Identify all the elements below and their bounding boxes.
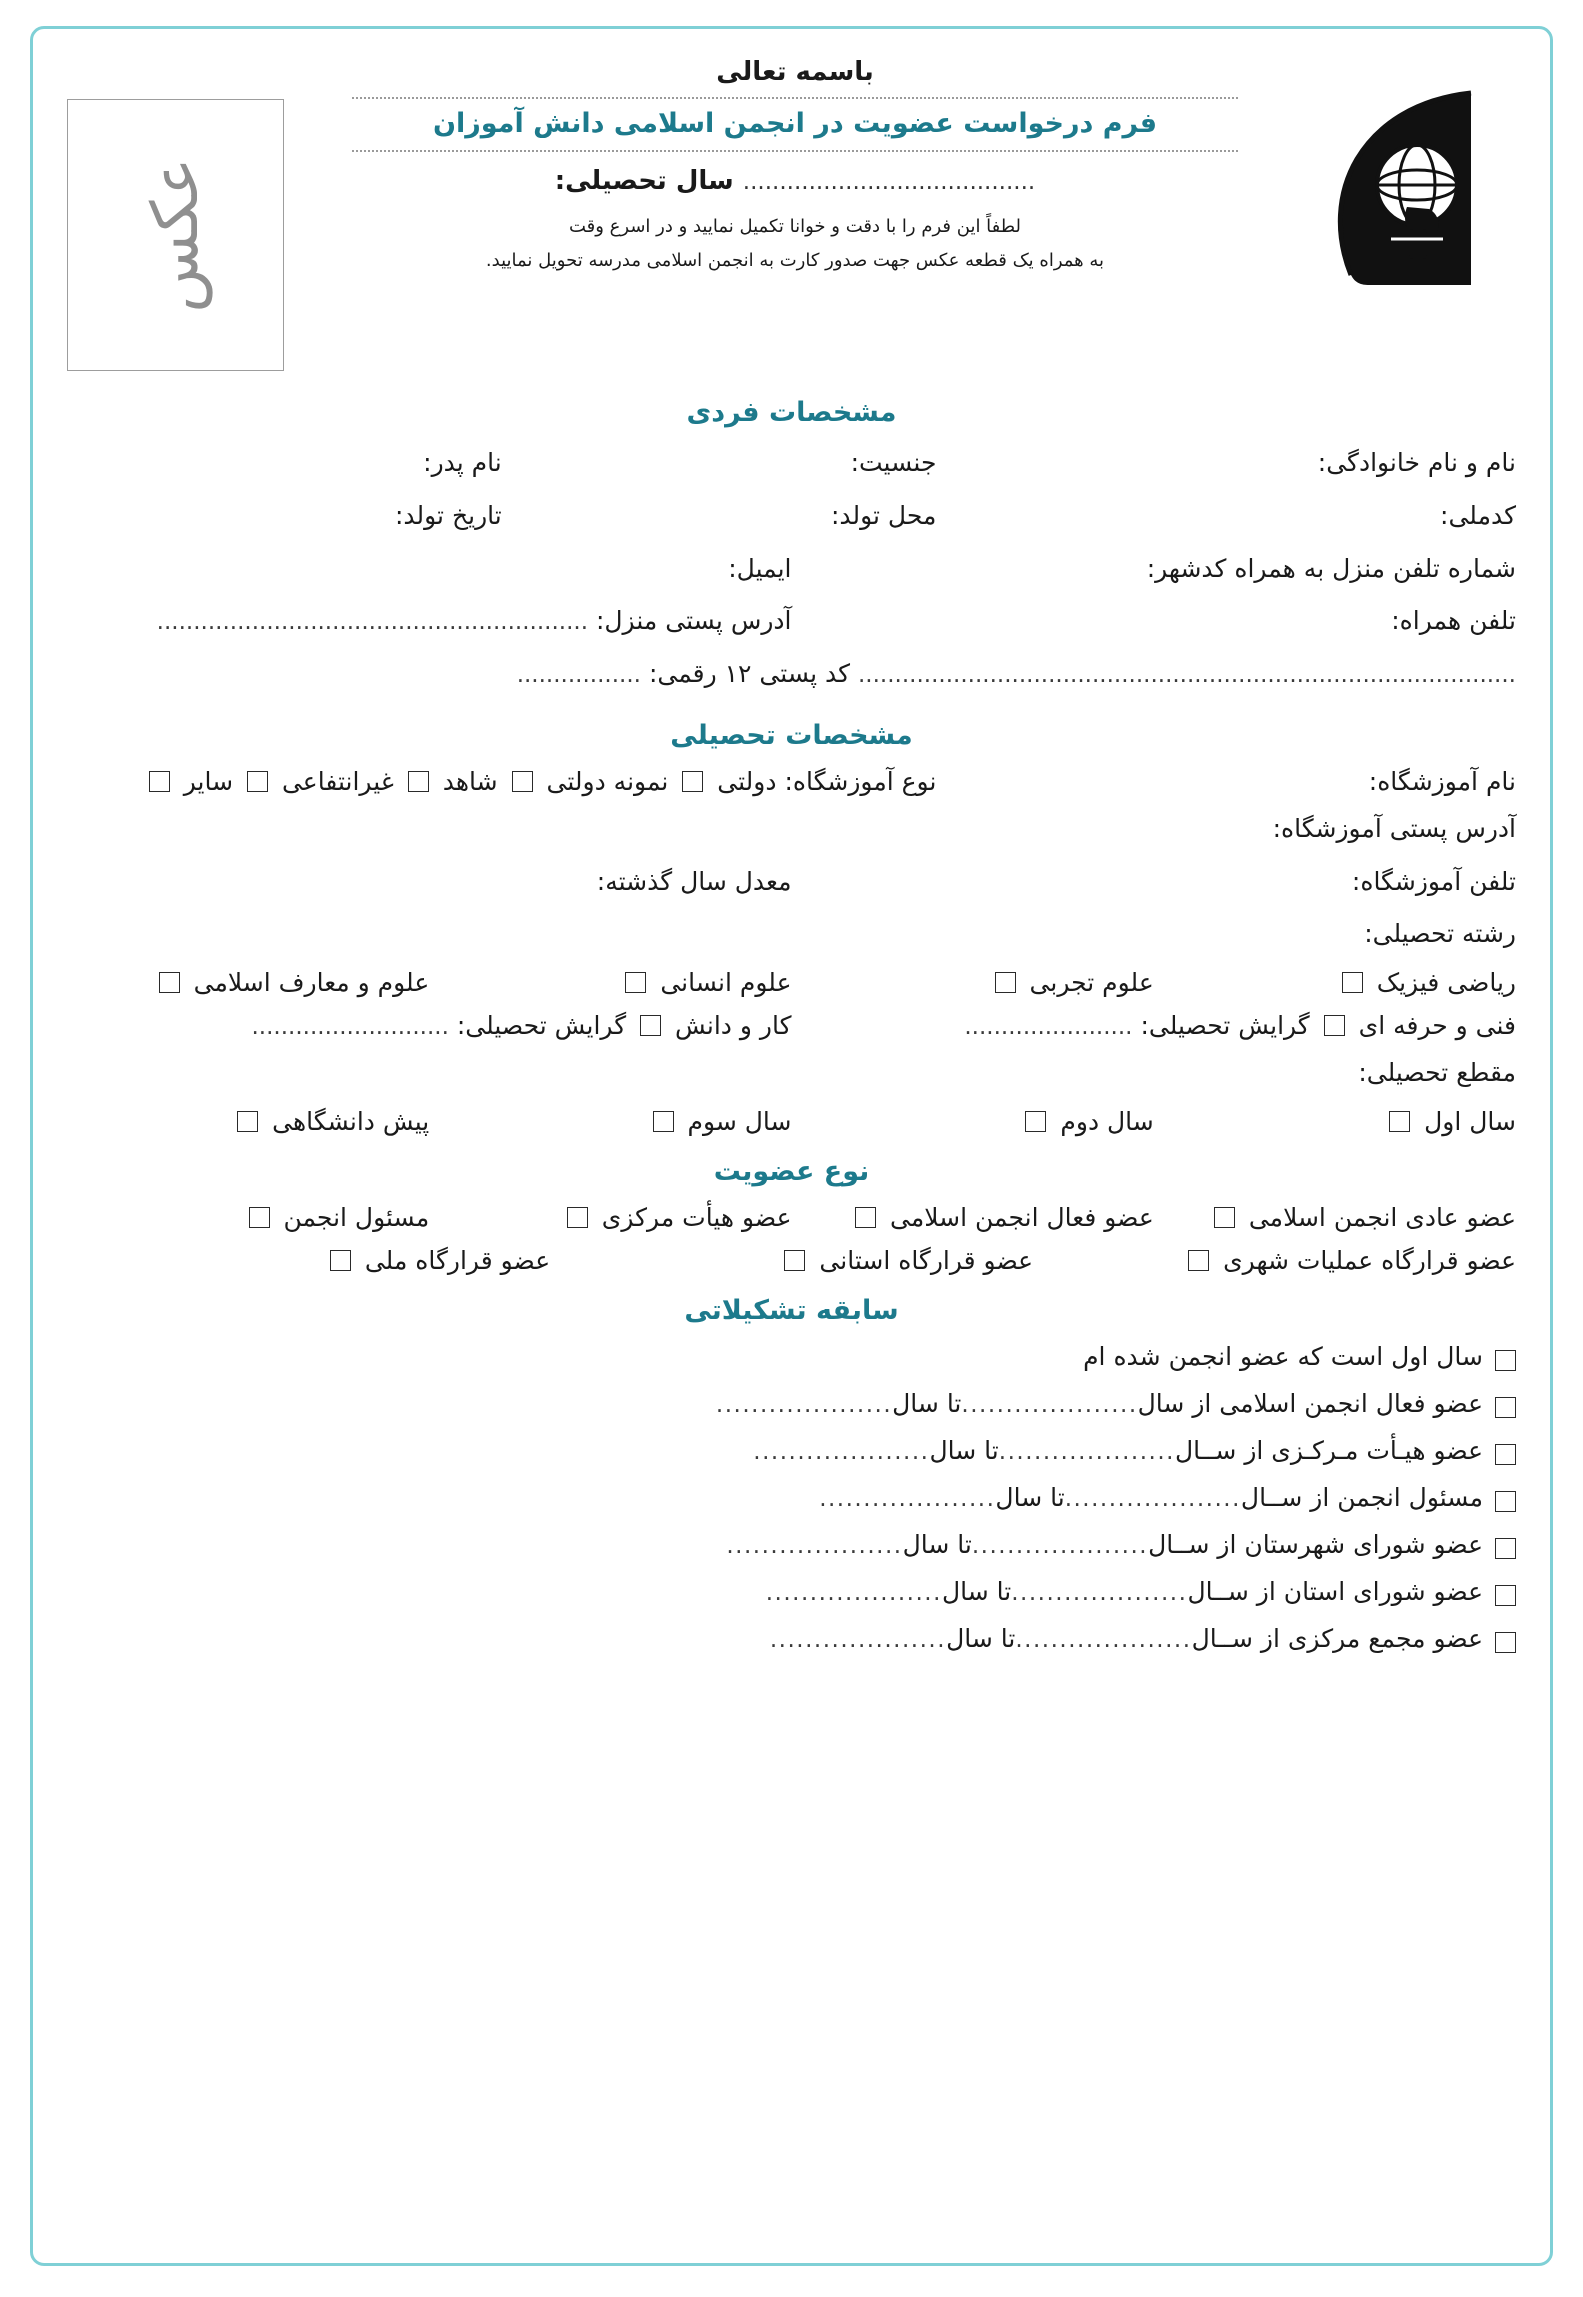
- field-school-address[interactable]: آدرس پستی آموزشگاه:: [1272, 813, 1516, 843]
- row-name-gender-father: [67, 444, 1516, 483]
- option-active-member-label: عضو فعال انجمن اسلامی: [890, 1202, 1154, 1232]
- option-math-physics-checkbox[interactable]: [1342, 972, 1363, 993]
- postal-code-label: کد پستی ۱۲ رقمی:: [648, 659, 851, 688]
- field-birth-date[interactable]: تاریخ تولد:: [394, 500, 502, 530]
- history-item-province-council-from-dots[interactable]: ....................: [1011, 1579, 1188, 1606]
- row-school-address: [67, 810, 1516, 849]
- history-item-association-officer-to-label: تا سال: [995, 1482, 1065, 1512]
- history-item-province-council-checkbox[interactable]: [1495, 1585, 1516, 1606]
- history-item-province-council-label: عضو شورای استان از ســال: [1187, 1576, 1483, 1606]
- school-type-checkbox-2[interactable]: [512, 771, 533, 792]
- history-item-association-officer-label: مسئول انجمن از ســال: [1240, 1482, 1483, 1512]
- basmala: باسمه تعالی: [716, 57, 874, 87]
- field-name-family[interactable]: نام و نام خانوادگی:: [1317, 448, 1516, 477]
- school-type-option-1: دولتی: [717, 766, 777, 796]
- academic-year-dots[interactable]: ........................................: [742, 169, 1036, 195]
- history-item-active-member-label: عضو فعال انجمن اسلامی از سال: [1137, 1388, 1483, 1418]
- option-national-base[interactable]: [67, 1246, 550, 1275]
- option-grade-second-checkbox[interactable]: [1025, 1111, 1046, 1132]
- school-type-label: نوع آموزشگاه:: [784, 766, 937, 796]
- history-item-central-board-checkbox[interactable]: [1495, 1444, 1516, 1465]
- option-experimental-sciences-checkbox[interactable]: [995, 972, 1016, 993]
- option-technical-vocational[interactable]: [792, 1011, 1517, 1040]
- history-item-central-assembly-label: عضو مجمع مرکزی از ســال: [1191, 1623, 1483, 1653]
- history-item-county-council-to-dots[interactable]: ....................: [726, 1532, 903, 1559]
- history-item-central-board-to-dots[interactable]: ....................: [753, 1438, 930, 1465]
- history-item-central-assembly-to-dots[interactable]: ....................: [769, 1626, 947, 1653]
- history-item-central-board-label: عضو هیـأت مـرکـزی از ســال: [1175, 1435, 1483, 1465]
- option-experimental-sciences-label: علوم تجربی: [1029, 968, 1154, 997]
- field-school-type: [67, 767, 936, 796]
- history-item-central-assembly[interactable]: [67, 1624, 1516, 1653]
- school-type-option-5: سایر: [183, 766, 234, 796]
- history-item-county-council-checkbox[interactable]: [1495, 1538, 1516, 1559]
- field-school-name[interactable]: نام آموزشگاه:: [1368, 766, 1516, 796]
- logo-graphic: [1321, 89, 1501, 289]
- instructions-line-1: لطفاً این فرم را با دقت و خوانا تکمیل نمایید و در اسرع وقت: [568, 216, 1022, 237]
- option-grade-first-checkbox[interactable]: [1389, 1111, 1410, 1132]
- option-islamic-studies-label: علوم و معارف اسلامی: [193, 968, 430, 997]
- history-item-active-member-to-dots[interactable]: ....................: [715, 1391, 893, 1418]
- postal-code-dots-right: ..........................................................................................: [858, 662, 1516, 688]
- section-title-education: مشخصات تحصیلی: [670, 719, 913, 751]
- option-math-physics[interactable]: [1154, 968, 1516, 997]
- option-islamic-studies-checkbox[interactable]: [159, 972, 180, 993]
- row-mobile-address: [67, 602, 1516, 641]
- option-work-knowledge-branch-label: گرایش تحصیلی:: [456, 1011, 627, 1040]
- field-home-address-label: آدرس پستی منزل:: [595, 606, 792, 636]
- field-father-name[interactable]: نام پدر:: [423, 448, 502, 477]
- row-field-label: [67, 915, 1516, 954]
- history-item-association-officer-from-dots[interactable]: ....................: [1064, 1485, 1241, 1512]
- row-phone-email: [67, 550, 1516, 589]
- option-grade-second-label: سال دوم: [1060, 1106, 1154, 1136]
- option-grade-first-label: سال اول: [1424, 1106, 1516, 1136]
- history-item-province-council-to-label: تا سال: [941, 1576, 1012, 1606]
- option-humanities-label: علوم انسانی: [660, 968, 792, 997]
- option-work-knowledge-checkbox[interactable]: [640, 1015, 661, 1036]
- school-type-checkbox-5[interactable]: [149, 771, 170, 792]
- option-central-board-member[interactable]: [429, 1203, 791, 1232]
- history-item-county-council[interactable]: [67, 1530, 1516, 1559]
- row-school-phone-gpa: [67, 863, 1516, 902]
- organization-logo: [1306, 43, 1516, 289]
- option-technical-vocational-branch-dots[interactable]: .......................: [964, 1014, 1133, 1040]
- membership-options-row-1: [67, 1203, 1516, 1232]
- history-item-first-year-checkbox[interactable]: [1495, 1350, 1516, 1371]
- school-type-checkbox-4[interactable]: [247, 771, 268, 792]
- organizational-history-list: [67, 1342, 1516, 1653]
- option-city-ops-base-label: عضو قرارگاه عملیات شهری: [1223, 1245, 1516, 1275]
- option-humanities-checkbox[interactable]: [625, 972, 646, 993]
- row-school-name-type: [67, 767, 1516, 796]
- field-national-id[interactable]: کدملی:: [1440, 500, 1516, 530]
- option-humanities[interactable]: [429, 968, 791, 997]
- school-type-option-4: غیرانتفاعی: [281, 766, 394, 796]
- academic-year-field: [306, 166, 1284, 196]
- history-item-association-officer-to-dots[interactable]: ....................: [819, 1485, 996, 1512]
- title-divider: [352, 97, 1238, 152]
- option-math-physics-label: ریاضی فیزیک: [1376, 968, 1516, 997]
- section-title-history: سابقه تشکیلاتی: [684, 1294, 899, 1326]
- history-item-central-board-from-dots[interactable]: ....................: [998, 1438, 1175, 1465]
- option-grade-third-label: سال سوم: [687, 1106, 792, 1136]
- photo-placeholder-box[interactable]: [67, 99, 284, 371]
- option-ordinary-member-label: عضو عادی انجمن اسلامی: [1248, 1202, 1516, 1232]
- option-active-member[interactable]: [792, 1203, 1154, 1232]
- academic-year-label: سال تحصیلی:: [554, 166, 734, 196]
- school-type-checkbox-1[interactable]: [682, 771, 703, 792]
- option-central-board-member-label: عضو هیأت مرکزی: [601, 1202, 792, 1232]
- option-city-ops-base-checkbox[interactable]: [1188, 1250, 1209, 1271]
- field-mobile[interactable]: تلفن همراه:: [1391, 606, 1516, 636]
- history-item-county-council-from-dots[interactable]: ....................: [971, 1532, 1149, 1559]
- option-technical-vocational-branch-label: گرایش تحصیلی:: [1140, 1011, 1310, 1040]
- option-national-base-label: عضو قرارگاه ملی: [364, 1245, 551, 1275]
- option-grade-third-checkbox[interactable]: [653, 1111, 674, 1132]
- option-technical-vocational-label: فنی و حرفه ای: [1358, 1011, 1516, 1040]
- field-last-year-gpa[interactable]: معدل سال گذشته:: [596, 866, 792, 896]
- option-national-base-checkbox[interactable]: [330, 1250, 351, 1271]
- history-item-association-officer-checkbox[interactable]: [1495, 1491, 1516, 1512]
- option-grade-pre-university[interactable]: [67, 1107, 429, 1136]
- row-grade-label: [67, 1054, 1516, 1093]
- field-home-phone[interactable]: شماره تلفن منزل به همراه کدشهر:: [1146, 553, 1516, 583]
- option-central-board-member-checkbox[interactable]: [567, 1207, 588, 1228]
- row-nid-birth: [67, 497, 1516, 536]
- option-work-knowledge-branch-dots[interactable]: ...........................: [251, 1014, 449, 1040]
- history-item-active-member-from-dots[interactable]: ....................: [961, 1391, 1138, 1418]
- history-item-province-council[interactable]: [67, 1577, 1516, 1606]
- option-work-knowledge[interactable]: [67, 1011, 792, 1040]
- photo-placeholder-label: عکس: [138, 157, 213, 313]
- option-experimental-sciences[interactable]: [792, 968, 1154, 997]
- school-type-option-2: نمونه دولتی: [546, 766, 669, 796]
- history-item-first-year-label: سال اول است که عضو انجمن شده ام: [1083, 1341, 1483, 1371]
- field-school-phone[interactable]: تلفن آموزشگاه:: [1351, 866, 1516, 896]
- history-item-central-board-to-label: تا سال: [929, 1435, 999, 1465]
- option-grade-third[interactable]: [429, 1107, 791, 1136]
- grade-level-options: [67, 1107, 1516, 1136]
- option-active-member-checkbox[interactable]: [855, 1207, 876, 1228]
- grade-level-label: مقطع تحصیلی:: [1358, 1058, 1516, 1087]
- field-gender[interactable]: جنسیت:: [850, 448, 937, 477]
- field-of-study-options-row-2: [67, 1011, 1516, 1040]
- option-grade-pre-university-label: پیش دانشگاهی: [272, 1106, 430, 1136]
- history-item-central-assembly-from-dots[interactable]: ....................: [1015, 1626, 1192, 1653]
- option-provincial-base-checkbox[interactable]: [784, 1250, 805, 1271]
- history-item-central-assembly-to-label: تا سال: [946, 1623, 1016, 1653]
- section-title-personal: مشخصات فردی: [686, 397, 897, 428]
- history-item-association-officer[interactable]: [67, 1483, 1516, 1512]
- emblem-icon: [1321, 89, 1501, 289]
- option-association-officer-checkbox[interactable]: [249, 1207, 270, 1228]
- history-item-county-council-to-label: تا سال: [902, 1529, 972, 1559]
- instructions: [306, 210, 1284, 278]
- field-of-study-label: رشته تحصیلی:: [1364, 919, 1516, 949]
- membership-options-row-2: [67, 1246, 1516, 1275]
- history-item-central-board[interactable]: [67, 1436, 1516, 1465]
- field-home-address-dots: ...........................................................: [156, 609, 589, 636]
- field-postal-code[interactable]: [67, 655, 1516, 694]
- option-islamic-studies[interactable]: [67, 968, 429, 997]
- option-city-ops-base[interactable]: [1033, 1246, 1516, 1275]
- school-type-option-3: شاهد: [442, 766, 498, 796]
- option-provincial-base[interactable]: [550, 1246, 1033, 1275]
- header-text-block: [296, 43, 1294, 278]
- history-item-province-council-to-dots[interactable]: ....................: [765, 1579, 942, 1606]
- history-item-active-member-checkbox[interactable]: [1495, 1397, 1516, 1418]
- postal-code-dots-left: .................: [516, 662, 641, 688]
- school-type-checkbox-3[interactable]: [408, 771, 429, 792]
- instructions-line-2: به همراه یک قطعه عکس جهت صدور کارت به انجمن اسلامی مدرسه تحویل نمایید.: [485, 250, 1105, 272]
- history-item-first-year[interactable]: [67, 1342, 1516, 1371]
- history-item-active-member-to-label: تا سال: [892, 1388, 962, 1418]
- option-ordinary-member[interactable]: [1154, 1203, 1516, 1232]
- option-grade-first[interactable]: [1154, 1107, 1516, 1136]
- field-of-study-options-row-1: [67, 968, 1516, 997]
- option-technical-vocational-checkbox[interactable]: [1324, 1015, 1345, 1036]
- history-item-active-member[interactable]: [67, 1389, 1516, 1418]
- row-postal-code: [67, 655, 1516, 694]
- history-item-central-assembly-checkbox[interactable]: [1495, 1632, 1516, 1653]
- form-header: [67, 43, 1516, 371]
- section-title-membership: نوع عضویت: [713, 1155, 870, 1187]
- option-ordinary-member-checkbox[interactable]: [1214, 1207, 1235, 1228]
- field-birth-place[interactable]: محل تولد:: [830, 500, 937, 530]
- option-provincial-base-label: عضو قرارگاه استانی: [819, 1245, 1034, 1275]
- option-association-officer[interactable]: [67, 1203, 429, 1232]
- option-grade-second[interactable]: [792, 1107, 1154, 1136]
- page-title: فرم درخواست عضویت در انجمن اسلامی دانش آموزان: [432, 108, 1158, 139]
- form-border: [30, 26, 1553, 2266]
- field-home-address[interactable]: [67, 602, 792, 641]
- option-work-knowledge-label: کار و دانش: [675, 1011, 792, 1040]
- option-grade-pre-university-checkbox[interactable]: [237, 1111, 258, 1132]
- history-item-county-council-label: عضو شورای شهرستان از ســال: [1148, 1529, 1483, 1559]
- option-association-officer-label: مسئول انجمن: [283, 1202, 430, 1232]
- field-email[interactable]: ایمیل:: [728, 553, 792, 583]
